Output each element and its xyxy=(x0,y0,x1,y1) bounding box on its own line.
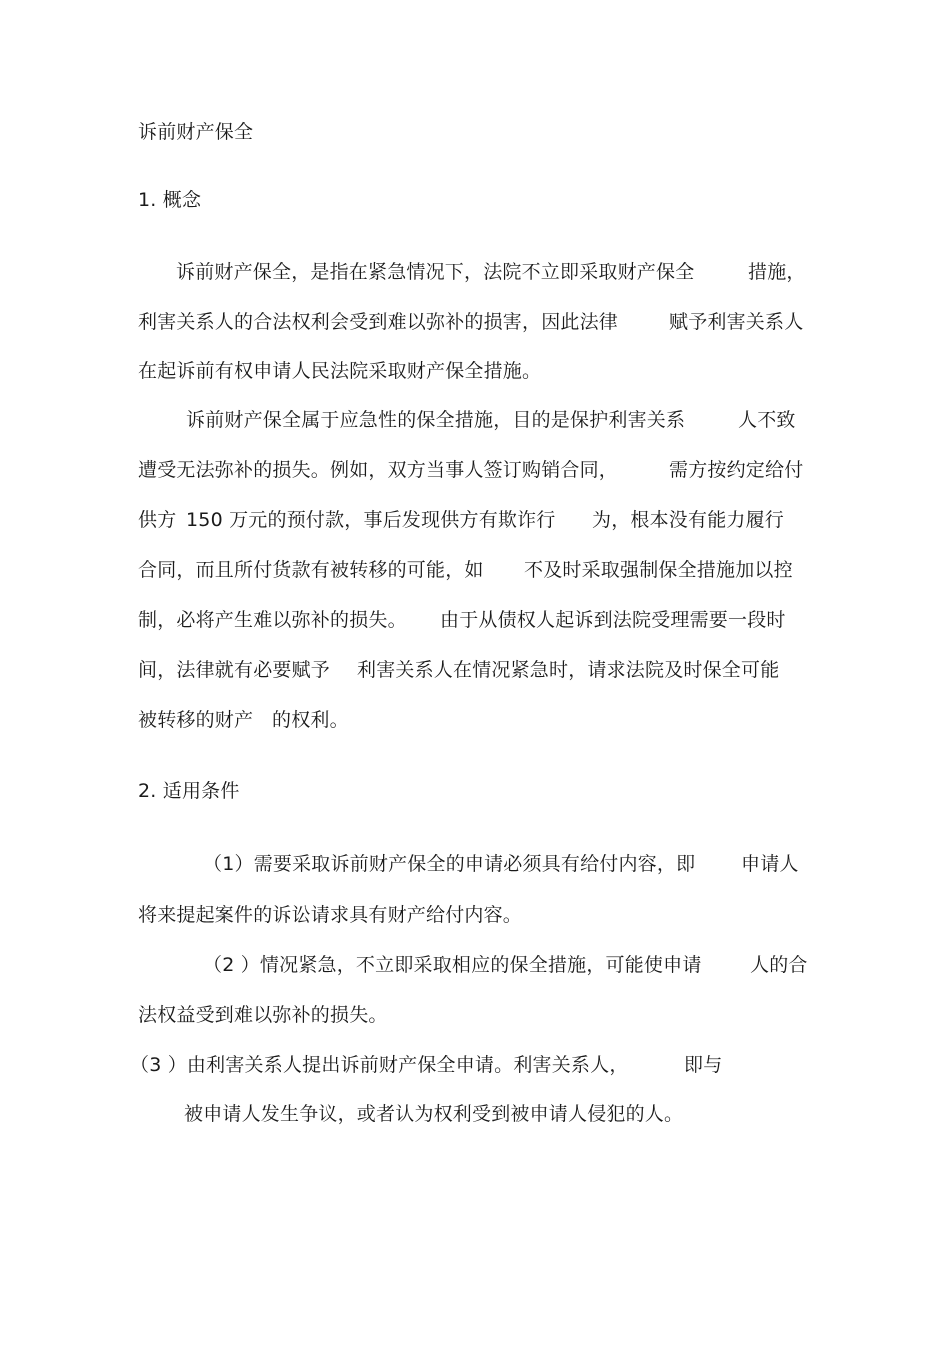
list-item-line: 人的合 xyxy=(750,954,808,976)
paragraph-line: 150 万元的预付款，事后发现供方有欺诈行 xyxy=(186,509,556,531)
paragraph-line: 遭受无法弥补的损失。例如，双方当事人签订购销合同， xyxy=(138,459,619,481)
paragraph-line: 供方 xyxy=(138,509,177,531)
paragraph-line: 在起诉前有权申请人民法院采取财产保全措施。 xyxy=(138,360,542,382)
list-item-line: （3 ）由利害关系人提出诉前财产保全申请。利害关系人， xyxy=(130,1054,629,1076)
paragraph-line: 诉前财产保全，是指在紧急情况下，法院不立即采取财产保全 xyxy=(176,261,695,283)
paragraph-line: 被转移的财产 xyxy=(138,709,254,731)
list-item-line: 即与 xyxy=(684,1054,723,1076)
paragraph-line: 由于从债权人起诉到法院受理需要一段时 xyxy=(440,609,786,631)
section-heading: 2. 适用条件 xyxy=(138,780,240,802)
paragraph-line: 诉前财产保全属于应急性的保全措施，目的是保护利害关系 xyxy=(186,409,686,431)
paragraph-line: 利害关系人的合法权利会受到难以弥补的损害，因此法律 xyxy=(138,311,619,333)
paragraph-line: 制，必将产生难以弥补的损失。 xyxy=(138,609,407,631)
list-item-line: 申请人 xyxy=(741,853,799,875)
paragraph-line: 合同，而且所付货款有被转移的可能，如 xyxy=(138,559,484,581)
paragraph-line: 赋予利害关系人 xyxy=(669,311,804,333)
paragraph-line: 不及时采取强制保全措施加以控 xyxy=(524,559,793,581)
paragraph-line: 措施， xyxy=(748,261,806,283)
section-heading: 1. 概念 xyxy=(138,189,202,211)
document-title: 诉前财产保全 xyxy=(138,121,254,143)
paragraph-line: 利害关系人在情况紧急时，请求法院及时保全可能 xyxy=(357,659,780,681)
paragraph-line: 间，法律就有必要赋予 xyxy=(138,659,331,681)
list-item-line: （1）需要采取诉前财产保全的申请必须具有给付内容，即 xyxy=(203,853,696,875)
paragraph-line: 人不致 xyxy=(738,409,796,431)
paragraph-line: 的权利。 xyxy=(272,709,349,731)
list-item-line: 法权益受到难以弥补的损失。 xyxy=(138,1004,388,1026)
list-item-line: 将来提起案件的诉讼请求具有财产给付内容。 xyxy=(138,904,523,926)
list-item-line: （2 ）情况紧急，不立即采取相应的保全措施，可能使申请 xyxy=(203,954,702,976)
paragraph-line: 需方按约定给付 xyxy=(669,459,804,481)
list-item-line: 被申请人发生争议，或者认为权利受到被申请人侵犯的人。 xyxy=(184,1103,684,1125)
paragraph-line: 为，根本没有能力履行 xyxy=(592,509,785,531)
